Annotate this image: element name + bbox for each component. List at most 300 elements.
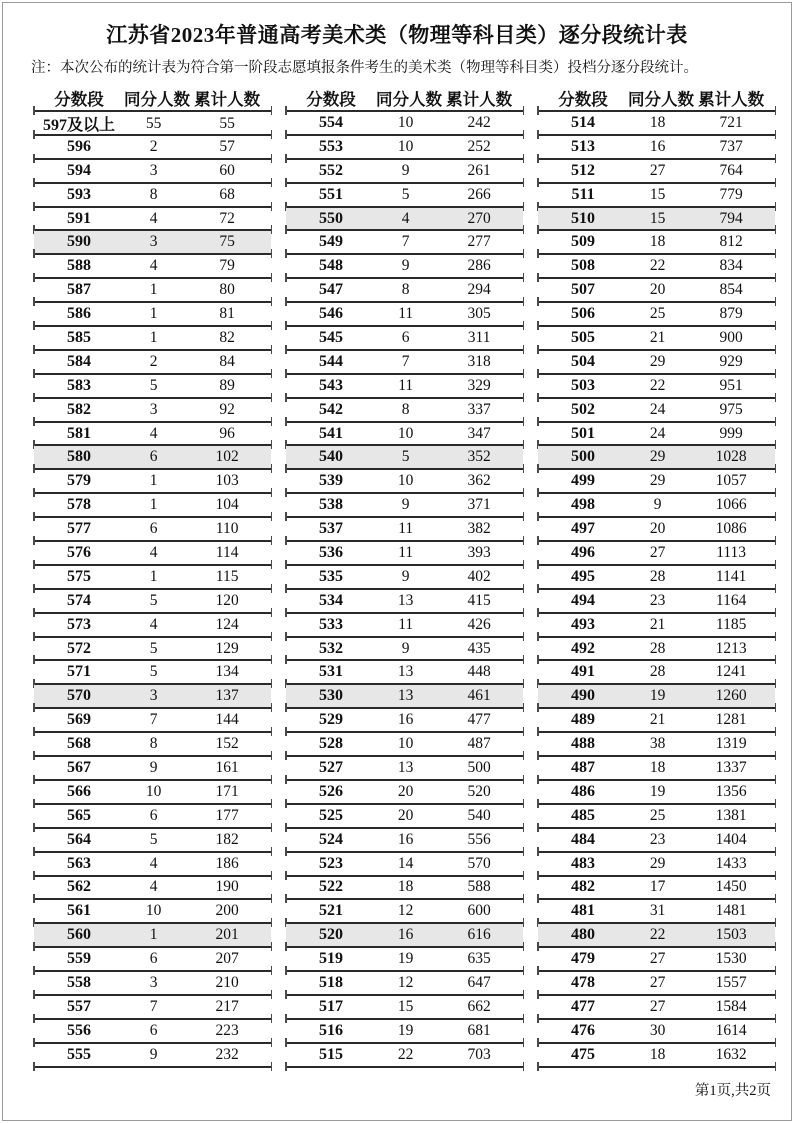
score-cell: 498: [571, 496, 596, 514]
table-row: [538, 614, 775, 638]
score-cell: 515: [319, 1045, 344, 1063]
same-score-count-cell: 9: [401, 161, 410, 179]
cumulative-count-cell: 223: [215, 1021, 239, 1039]
cumulative-count-cell: 588: [467, 878, 491, 896]
same-score-count-cell: 18: [649, 758, 666, 776]
same-score-count-cell: 5: [149, 639, 158, 657]
cumulative-count-cell: 794: [719, 209, 743, 227]
score-cell: 554: [319, 113, 344, 131]
cumulative-count-cell: 337: [467, 400, 491, 418]
same-score-count-cell: 21: [649, 328, 666, 346]
same-score-count-cell: 8: [401, 400, 410, 418]
score-cell: 594: [67, 161, 92, 179]
cumulative-count-cell: 266: [467, 185, 491, 203]
same-score-count-cell: 9: [401, 257, 410, 275]
same-score-count-cell: 9: [653, 496, 662, 514]
table-row: [34, 542, 271, 566]
header-score-segment: 分数段: [306, 89, 356, 109]
table-row: [34, 470, 271, 494]
table-row: [286, 303, 523, 327]
score-cell: 538: [319, 496, 344, 514]
cumulative-count-cell: 161: [215, 758, 239, 776]
table-row: [34, 853, 271, 877]
score-cell: 501: [571, 424, 596, 442]
score-cell: 476: [571, 1021, 596, 1039]
cumulative-count-cell: 900: [719, 328, 743, 346]
cumulative-count-cell: 57: [219, 137, 235, 155]
table-row: [286, 685, 523, 709]
score-cell: 508: [571, 257, 596, 275]
score-cell: 581: [67, 424, 92, 442]
cumulative-count-cell: 1337: [715, 758, 747, 776]
same-score-count-cell: 16: [397, 711, 414, 729]
table-row: [538, 446, 775, 470]
table-row: [34, 590, 271, 614]
cumulative-count-cell: 362: [467, 472, 491, 490]
score-cell: 496: [571, 543, 596, 561]
cumulative-count-cell: 318: [467, 352, 491, 370]
cumulative-count-cell: 182: [215, 830, 239, 848]
score-cell: 551: [319, 185, 344, 203]
score-cell: 568: [67, 735, 92, 753]
table-row: [34, 518, 271, 542]
same-score-count-cell: 30: [649, 1021, 666, 1039]
same-score-count-cell: 23: [649, 591, 666, 609]
table-row: [538, 542, 775, 566]
cumulative-count-cell: 616: [467, 926, 491, 944]
cumulative-count-cell: 647: [467, 974, 491, 991]
same-score-count-cell: 10: [145, 902, 162, 920]
same-score-count-cell: 16: [397, 830, 414, 848]
score-cell: 529: [319, 711, 344, 729]
score-cell: 544: [319, 352, 344, 370]
table-row: [538, 566, 775, 590]
same-score-count-cell: 55: [145, 114, 162, 132]
score-cell: 514: [571, 113, 596, 131]
score-cell: 590: [67, 233, 92, 251]
same-score-count-cell: 5: [149, 376, 158, 394]
same-score-count-cell: 3: [149, 400, 158, 418]
table-row: [34, 948, 271, 972]
cumulative-count-cell: 177: [215, 806, 239, 824]
cumulative-count-cell: 277: [467, 233, 491, 251]
cumulative-count-cell: 55: [219, 114, 235, 132]
score-cell: 543: [319, 376, 344, 394]
table-row: [34, 685, 271, 709]
cumulative-count-cell: 951: [719, 376, 743, 394]
cumulative-count-cell: 1433: [715, 854, 747, 872]
header-same-score-count: 同分人数: [376, 89, 443, 109]
score-cell: 479: [571, 950, 596, 968]
score-table-left: [34, 85, 271, 1068]
score-cell: 527: [319, 758, 344, 776]
score-cell: 521: [319, 902, 344, 920]
score-cell: 482: [571, 878, 596, 896]
score-cell: 533: [319, 615, 344, 633]
table-row: [538, 996, 775, 1020]
cumulative-count-cell: 217: [215, 997, 239, 1015]
table-row: [286, 948, 523, 972]
table-row: [286, 231, 523, 255]
score-cell: 519: [319, 950, 344, 968]
same-score-count-cell: 4: [149, 424, 158, 442]
same-score-count-cell: 24: [649, 424, 666, 442]
score-cell: 535: [319, 567, 344, 585]
cumulative-count-cell: 114: [215, 543, 239, 561]
score-cell: 517: [319, 997, 344, 1015]
same-score-count-cell: 28: [649, 639, 666, 657]
table-row: [538, 231, 775, 255]
table-header-row: [538, 85, 775, 112]
table-row: [34, 112, 271, 136]
table-row: [34, 399, 271, 423]
table-row: [34, 638, 271, 662]
score-cell: 475: [571, 1045, 596, 1063]
table-row: [538, 136, 775, 160]
table-row: [286, 542, 523, 566]
same-score-count-cell: 11: [398, 376, 414, 394]
table-row: [34, 805, 271, 829]
same-score-count-cell: 5: [401, 185, 410, 203]
same-score-count-cell: 14: [397, 854, 414, 872]
same-score-count-cell: 1: [149, 926, 158, 944]
cumulative-count-cell: 134: [215, 663, 239, 681]
table-row: [538, 375, 775, 399]
table-row: [538, 112, 775, 136]
table-row: [34, 327, 271, 351]
cumulative-count-cell: 448: [467, 663, 491, 681]
same-score-count-cell: 29: [649, 448, 666, 466]
same-score-count-cell: 18: [649, 1045, 666, 1063]
score-cell: 583: [67, 376, 92, 394]
table-row: [538, 805, 775, 829]
score-cell: 545: [319, 328, 344, 346]
score-table-middle: [286, 85, 523, 1068]
same-score-count-cell: 29: [649, 472, 666, 490]
same-score-count-cell: 22: [649, 926, 666, 944]
same-score-count-cell: 3: [149, 233, 158, 251]
score-cell: 549: [319, 233, 344, 251]
same-score-count-cell: 20: [649, 281, 666, 299]
cumulative-count-cell: 104: [215, 496, 239, 514]
same-score-count-cell: 27: [649, 543, 666, 561]
same-score-count-cell: 11: [398, 615, 414, 633]
cumulative-count-cell: 261: [467, 161, 491, 179]
table-row: [538, 900, 775, 924]
same-score-count-cell: 1: [149, 305, 158, 323]
table-row: [538, 590, 775, 614]
page-title: 江苏省2023年普通高考美术类（物理等科目类）逐分段统计表: [106, 23, 688, 47]
same-score-count-cell: 12: [397, 902, 414, 920]
same-score-count-cell: 1: [149, 472, 158, 490]
score-cell: 578: [67, 496, 92, 514]
cumulative-count-cell: 1260: [715, 687, 747, 705]
cumulative-count-cell: 1028: [715, 448, 747, 466]
table-row: [286, 877, 523, 901]
score-cell: 575: [67, 567, 92, 585]
score-cell: 523: [319, 854, 344, 872]
table-row: [34, 972, 271, 996]
table-row: [286, 805, 523, 829]
score-cell: 507: [571, 281, 596, 299]
table-row: [538, 924, 775, 948]
table-row: [538, 255, 775, 279]
table-row: [34, 494, 271, 518]
tables-container: [34, 85, 775, 1068]
cumulative-count-cell: 737: [719, 137, 743, 155]
same-score-count-cell: 18: [649, 113, 666, 131]
cumulative-count-cell: 1481: [715, 902, 747, 920]
table-row: [34, 136, 271, 160]
cumulative-count-cell: 556: [467, 830, 491, 848]
cumulative-count-cell: 200: [215, 902, 239, 920]
cumulative-count-cell: 207: [215, 950, 239, 968]
table-row: [286, 661, 523, 685]
table-row: [286, 566, 523, 590]
score-cell: 525: [319, 806, 344, 824]
table-row: [538, 279, 775, 303]
table-row: [538, 160, 775, 184]
same-score-count-cell: 5: [401, 448, 410, 466]
score-cell: 560: [67, 926, 92, 944]
header-same-score-count: 同分人数: [628, 89, 695, 109]
cumulative-count-cell: 415: [467, 591, 491, 609]
table-row: [286, 470, 523, 494]
score-cell: 550: [319, 209, 344, 227]
same-score-count-cell: 25: [649, 305, 666, 323]
same-score-count-cell: 10: [397, 424, 414, 442]
page-indicator: 第1页,共2页: [694, 1082, 771, 1099]
score-cell: 532: [319, 639, 344, 657]
same-score-count-cell: 27: [649, 974, 666, 991]
cumulative-count-cell: 120: [215, 591, 239, 609]
score-cell: 564: [67, 830, 92, 848]
cumulative-count-cell: 371: [467, 496, 491, 514]
same-score-count-cell: 28: [649, 567, 666, 585]
cumulative-count-cell: 81: [219, 305, 235, 323]
table-header-row: [286, 85, 523, 112]
cumulative-count-cell: 110: [215, 520, 239, 538]
score-cell: 563: [67, 854, 92, 872]
cumulative-count-cell: 1632: [715, 1045, 747, 1063]
table-body: [538, 112, 775, 1068]
same-score-count-cell: 7: [149, 997, 158, 1015]
score-cell: 587: [67, 281, 92, 299]
same-score-count-cell: 6: [401, 328, 410, 346]
same-score-count-cell: 7: [149, 711, 158, 729]
score-cell: 566: [67, 782, 92, 800]
table-row: [34, 231, 271, 255]
cumulative-count-cell: 382: [467, 520, 491, 538]
cumulative-count-cell: 681: [467, 1021, 491, 1039]
same-score-count-cell: 18: [649, 233, 666, 251]
table-header-row: [34, 85, 271, 112]
same-score-count-cell: 13: [397, 663, 414, 681]
score-cell: 584: [67, 352, 92, 370]
table-row: [286, 733, 523, 757]
same-score-count-cell: 22: [397, 1045, 414, 1063]
same-score-count-cell: 6: [149, 806, 158, 824]
cumulative-count-cell: 779: [719, 185, 743, 203]
cumulative-count-cell: 1614: [715, 1021, 747, 1039]
cumulative-count-cell: 703: [467, 1045, 491, 1063]
cumulative-count-cell: 1113: [716, 543, 747, 561]
table-row: [538, 303, 775, 327]
table-row: [538, 661, 775, 685]
table-row: [34, 1044, 271, 1068]
same-score-count-cell: 27: [649, 950, 666, 968]
score-cell: 530: [319, 687, 344, 705]
same-score-count-cell: 17: [649, 878, 666, 896]
table-row: [286, 924, 523, 948]
cumulative-count-cell: 286: [467, 257, 491, 275]
cumulative-count-cell: 1450: [715, 878, 747, 896]
same-score-count-cell: 9: [401, 567, 410, 585]
same-score-count-cell: 5: [149, 663, 158, 681]
score-cell: 486: [571, 782, 596, 800]
same-score-count-cell: 4: [149, 543, 158, 561]
cumulative-count-cell: 1356: [715, 782, 747, 800]
score-cell: 480: [571, 926, 596, 944]
table-row: [286, 518, 523, 542]
table-row: [34, 1020, 271, 1044]
cumulative-count-cell: 854: [719, 281, 743, 299]
header-cumulative-count: 累计人数: [194, 89, 261, 109]
header-same-score-count: 同分人数: [124, 89, 191, 109]
table-row: [538, 184, 775, 208]
table-row: [34, 184, 271, 208]
cumulative-count-cell: 115: [215, 567, 239, 585]
header-cumulative-count: 累计人数: [698, 89, 765, 109]
table-row: [34, 255, 271, 279]
same-score-count-cell: 15: [397, 997, 414, 1015]
score-cell: 562: [67, 878, 92, 896]
table-row: [286, 136, 523, 160]
score-cell: 571: [67, 663, 92, 681]
table-row: [286, 900, 523, 924]
table-row: [538, 685, 775, 709]
same-score-count-cell: 27: [649, 161, 666, 179]
cumulative-count-cell: 186: [215, 854, 239, 872]
table-row: [286, 399, 523, 423]
score-cell: 557: [67, 997, 92, 1015]
table-row: [286, 279, 523, 303]
same-score-count-cell: 3: [149, 974, 158, 991]
cumulative-count-cell: 347: [467, 424, 491, 442]
table-row: [286, 757, 523, 781]
table-row: [538, 853, 775, 877]
same-score-count-cell: 1: [149, 328, 158, 346]
same-score-count-cell: 4: [401, 209, 410, 227]
same-score-count-cell: 4: [149, 854, 158, 872]
same-score-count-cell: 11: [398, 305, 414, 323]
score-cell: 565: [67, 806, 92, 824]
score-cell: 477: [571, 997, 596, 1015]
score-cell: 504: [571, 352, 596, 370]
table-row: [538, 781, 775, 805]
cumulative-count-cell: 80: [219, 281, 235, 299]
same-score-count-cell: 10: [145, 782, 162, 800]
score-cell: 577: [67, 520, 92, 538]
score-cell: 536: [319, 543, 344, 561]
same-score-count-cell: 1: [149, 567, 158, 585]
score-cell: 580: [67, 448, 92, 466]
same-score-count-cell: 25: [649, 806, 666, 824]
score-cell: 572: [67, 639, 92, 657]
cumulative-count-cell: 84: [219, 352, 235, 370]
cumulative-count-cell: 461: [467, 687, 491, 705]
cumulative-count-cell: 89: [219, 376, 235, 394]
same-score-count-cell: 29: [649, 352, 666, 370]
score-cell: 579: [67, 472, 92, 490]
cumulative-count-cell: 82: [219, 328, 235, 346]
same-score-count-cell: 16: [397, 926, 414, 944]
same-score-count-cell: 6: [149, 520, 158, 538]
same-score-count-cell: 4: [149, 878, 158, 896]
cumulative-count-cell: 834: [719, 257, 743, 275]
same-score-count-cell: 18: [397, 878, 414, 896]
same-score-count-cell: 31: [649, 902, 666, 920]
cumulative-count-cell: 1381: [715, 806, 747, 824]
table-row: [538, 1020, 775, 1044]
same-score-count-cell: 23: [649, 830, 666, 848]
score-cell: 520: [319, 926, 344, 944]
same-score-count-cell: 22: [649, 257, 666, 275]
table-row: [34, 375, 271, 399]
cumulative-count-cell: 402: [467, 567, 491, 585]
cumulative-count-cell: 929: [719, 352, 743, 370]
score-cell: 570: [67, 687, 92, 705]
score-cell: 485: [571, 806, 596, 824]
cumulative-count-cell: 1557: [715, 974, 747, 991]
cumulative-count-cell: 305: [467, 305, 491, 323]
table-row: [286, 255, 523, 279]
table-row: [538, 757, 775, 781]
table-row: [34, 614, 271, 638]
cumulative-count-cell: 352: [467, 448, 491, 466]
same-score-count-cell: 9: [149, 758, 158, 776]
score-cell: 513: [571, 137, 596, 155]
score-cell: 484: [571, 830, 596, 848]
cumulative-count-cell: 879: [719, 305, 743, 323]
same-score-count-cell: 2: [149, 137, 158, 155]
cumulative-count-cell: 1530: [715, 950, 747, 968]
same-score-count-cell: 12: [397, 974, 414, 991]
same-score-count-cell: 4: [149, 257, 158, 275]
same-score-count-cell: 21: [649, 615, 666, 633]
header-cumulative-count: 累计人数: [446, 89, 513, 109]
same-score-count-cell: 9: [149, 1045, 158, 1063]
table-row: [286, 614, 523, 638]
table-row: [34, 661, 271, 685]
score-cell: 478: [571, 974, 596, 991]
same-score-count-cell: 5: [149, 591, 158, 609]
table-row: [538, 972, 775, 996]
score-cell: 510: [571, 209, 596, 227]
score-cell: 588: [67, 257, 92, 275]
same-score-count-cell: 10: [397, 735, 414, 753]
cumulative-count-cell: 1086: [715, 520, 747, 538]
same-score-count-cell: 13: [397, 758, 414, 776]
table-row: [286, 112, 523, 136]
cumulative-count-cell: 570: [467, 854, 491, 872]
score-cell: 582: [67, 400, 92, 418]
cumulative-count-cell: 129: [215, 639, 239, 657]
table-row: [34, 423, 271, 447]
score-cell: 518: [319, 974, 344, 991]
table-row: [286, 853, 523, 877]
table-row: [286, 446, 523, 470]
